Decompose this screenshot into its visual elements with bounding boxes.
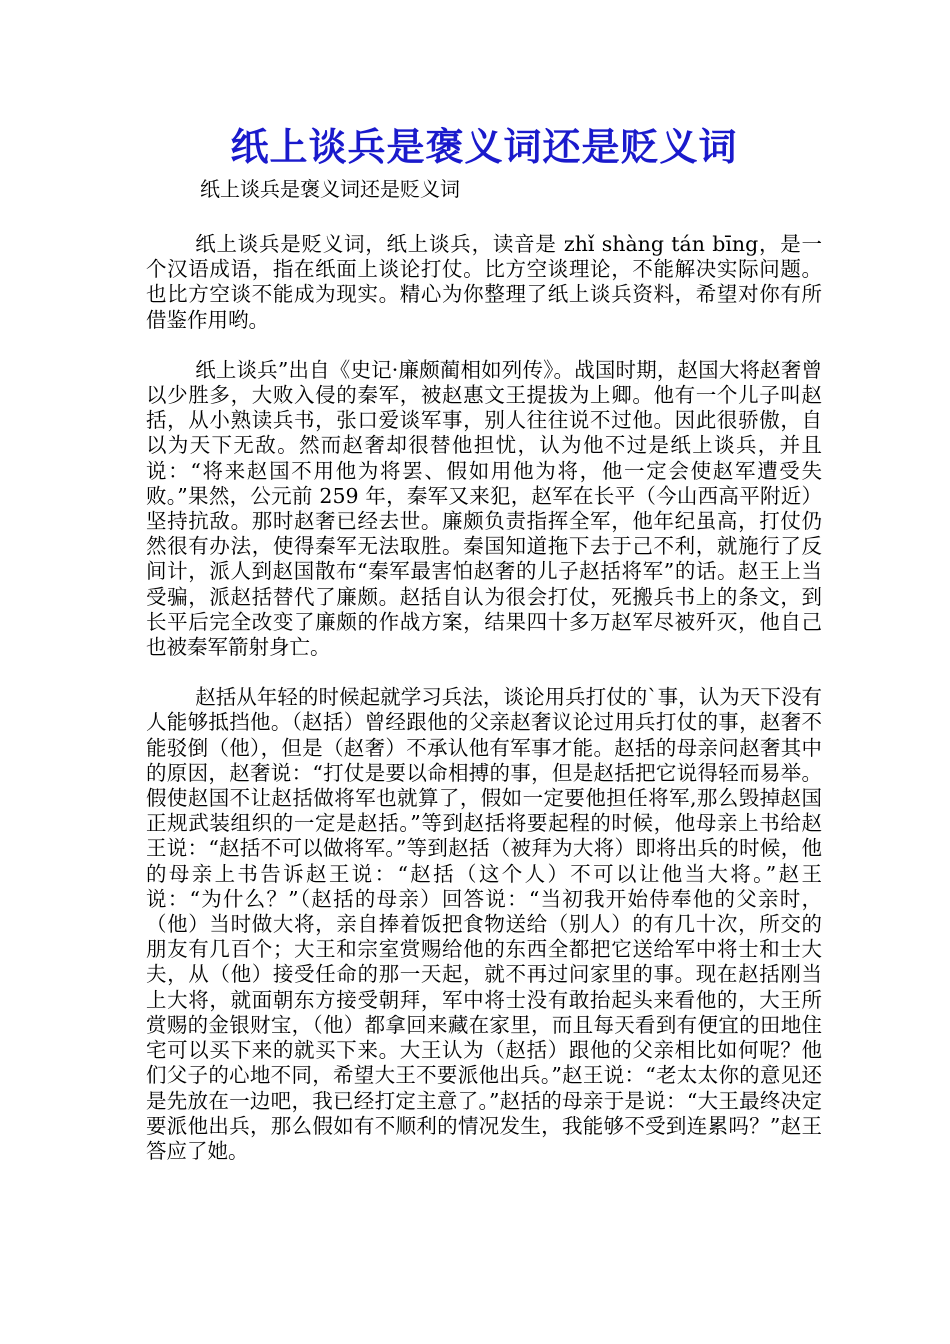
paragraph-zhao-kuo-mother: 赵括从年轻的时候起就学习兵法，谈论用兵打仗的`事，认为天下没有人能够抵挡他。（赵括）曾经跟他的父亲赵奢议论过用兵打仗的事，赵奢不能驳倒（他），但是（赵奢）不承认他有军事才能。赵括的母亲问赵奢其中的原因，赵奢说：“打仗是要以命相搏的事，但是赵括把它说得轻而易举。假使赵国不让赵括做将军也就算了，假如一定要他担任将军,那么毁掉赵国正规武装组织的一定是赵括。”等到赵括将要起程的时候，他母亲上书给赵王说：“赵括不可以做将军。”等到赵括（被拜为大将）即将出兵的时候，他的母亲上书告诉赵王说：“赵括（这个人）不可以让他当大将。”赵王说：“为什么？”（赵括的母亲）回答说：“当初我开始侍奉他的父亲时，（他）当时做大将，亲自捧着饭把食物送给（别人）的有几十次，所交的朋友有几百个；大王和宗室赏赐给他的东西全都把它送给军中将士和士大夫，从（他）接受任命的那一天起，就不再过问家里的事。现在赵括刚当上大将，就面朝东方接受朝拜，军中将士没有敢抬起头来看他的，大王所赏赐的金银财宝，（他）都拿回来藏在家里，而且每天看到有便宜的田地住宅可以买下来的就买下来。大王认为（赵括）跟他的父亲相比如何呢？他们父子的心地不同，希望大王不要派他出兵。”赵王说：“老太太你的意见还是先放在一边吧，我已经打定主意了。”赵括的母亲于是说：“大王最终决定要派他出兵，那么假如有不顺利的情况发生，我能够不受到连累吗？”赵王答应了她。 (146, 685, 822, 1163)
paragraph-origin-story: 纸上谈兵”出自《史记·廉颇蔺相如列传》。战国时期，赵国大将赵奢曾以少胜多，大败入侵的秦军，被赵惠文王提拔为上卿。他有一个儿子叫赵括，从小熟读兵书，张口爱谈军事，别人往往说不过他。因此很骄傲，自以为天下无敌。然而赵奢却很替他担忧，认为他不过是纸上谈兵，并且说：“将来赵国不用他为将罢、假如用他为将，他一定会使赵军遭受失败。”果然，公元前 259 年，秦军又来犯，赵军在长平（今山西高平附近）坚持抗敌。那时赵奢已经去世。廉颇负责指挥全军，他年纪虽高，打仗仍然很有办法，使得秦军无法取胜。秦国知道拖下去于己不利，就施行了反间计，派人到赵国散布“秦军最害怕赵奢的儿子赵括将军”的话。赵王上当受骗，派赵括替代了廉颇。赵括自认为很会打仗，死搬兵书上的条文，到长平后完全改变了廉颇的作战方案，结果四十多万赵军尽被歼灭，他自己也被秦军箭射身亡。 (146, 357, 822, 660)
document-subtitle: 纸上谈兵是褒义词还是贬义词 (200, 177, 460, 201)
document-title: 纸上谈兵是褒义词还是贬义词 (230, 124, 738, 169)
paragraph-intro: 纸上谈兵是贬义词，纸上谈兵，读音是 zhǐ shàng tán bīng，是一个汉语成语，指在纸面上谈论打仗。比方空谈理论，不能解决实际问题。也比方空谈不能成为现实。精心为你整理了纸上谈兵资料，希望对你有所借鉴作用哟。 (146, 232, 822, 332)
